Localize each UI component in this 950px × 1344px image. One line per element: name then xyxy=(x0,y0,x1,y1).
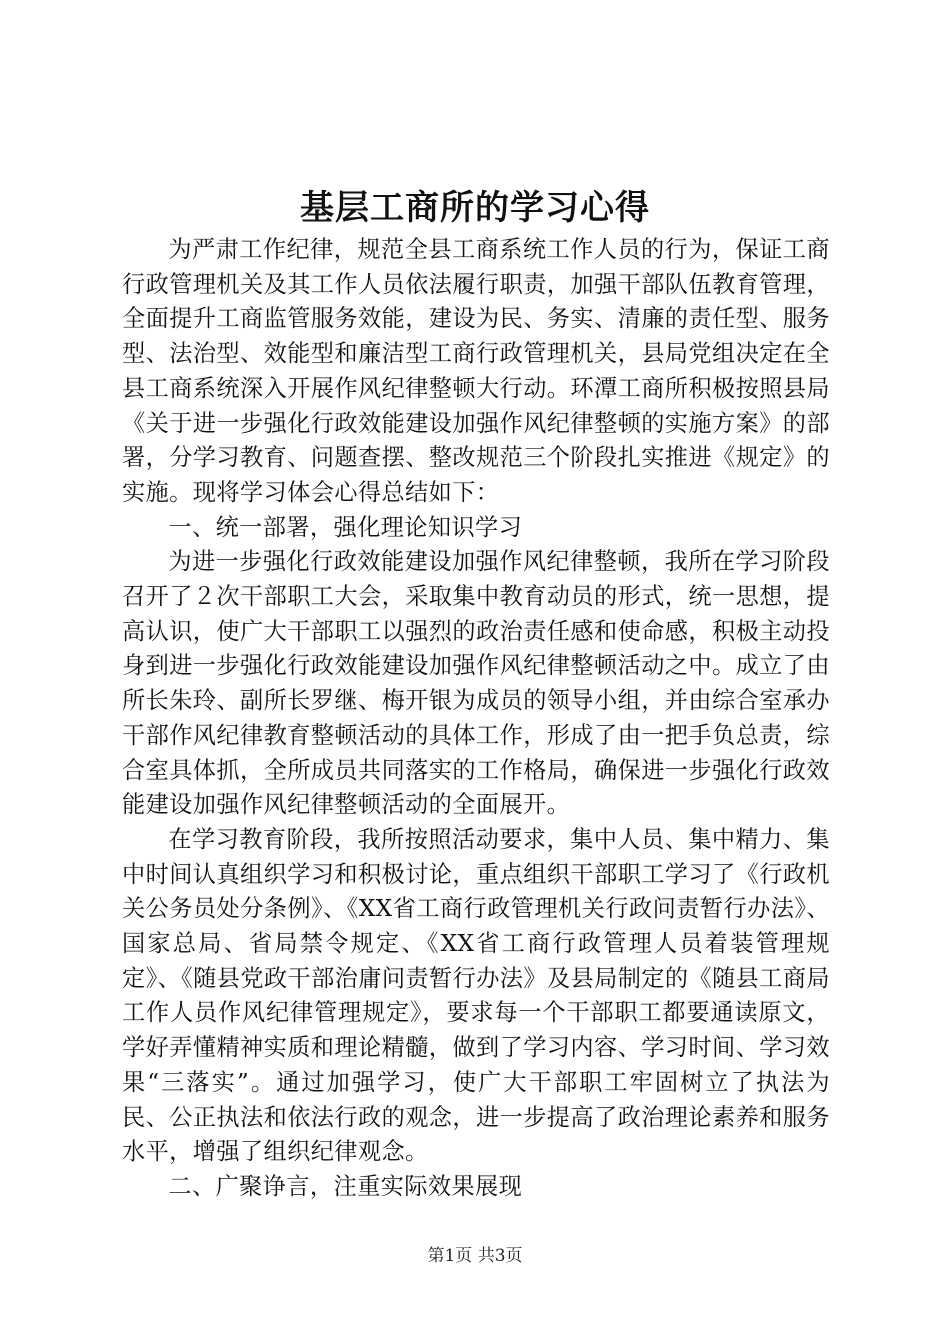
document-title: 基层工商所的学习心得 xyxy=(300,188,650,228)
page-number-footer: 第1页 共3页 xyxy=(427,1246,523,1266)
paragraph-section1-b: 在学习教育阶段，我所按照活动要求，集中人员、集中精力、集中时间认真组织学习和积极讨论，重点组织干部职工学习了《行政机关公务员处分条例》、《XX省工商行政管理机关行政问责暂行办法》、国家总局、省局禁令规定、《XX省工商行政管理人员着装管理规定》、《随县党政干部治庸问责暂行办法》及县局制定的《随县工商局工作人员作风纪律管理规定》，要求每一个干部职工都要通读原文，学好弄懂精神实质和理论精髓，做到了学习内容、学习时间、学习效果“三落实”。通过加强学习，使广大干部职工牢固树立了执法为民、公正执法和依法行政的观念，进一步提高了政治理论素养和服务水平，增强了组织纪律观念。 xyxy=(122,825,831,1166)
paragraph-section1-a: 为进一步强化行政效能建设加强作风纪律整顿，我所在学习阶段召开了２次干部职工大会，采取集中教育动员的形式，统一思想，提高认识，使广大干部职工以强烈的政治责任感和使命感，积极主动投身到进一步强化行政效能建设加强作风纪律整顿活动之中。成立了由所长朱玲、副所长罗继、梅开银为成员的领导小组，并由综合室承办干部作风纪律教育整顿活动的具体工作，形成了由一把手负总责，综合室具体抓，全所成员共同落实的工作格局，确保进一步强化行政效能建设加强作风纪律整顿活动的全面展开。 xyxy=(122,548,830,819)
section-heading-1: 一、统一部署，强化理论知识学习 xyxy=(168,513,523,541)
document-body xyxy=(122,233,830,1205)
section-heading-2: 二、广聚诤言，注重实际效果展现 xyxy=(168,1172,523,1200)
paragraph-intro: 为严肃工作纪律，规范全县工商系统工作人员的行为，保证工商行政管理机关及其工作人员依法履行职责，加强干部队伍教育管理，全面提升工商监管服务效能，建设为民、务实、清廉的责任型、服务型、法治型、效能型和廉洁型工商行政管理机关，县局党组决定在全县工商系统深入开展作风纪律整顿大行动。环潭工商所积极按照县局《关于进一步强化行政效能建设加强作风纪律整顿的实施方案》的部署，分学习教育、问题查摆、整改规范三个阶段扎实推进《规定》的实施。现将学习体会心得总结如下： xyxy=(122,236,830,506)
